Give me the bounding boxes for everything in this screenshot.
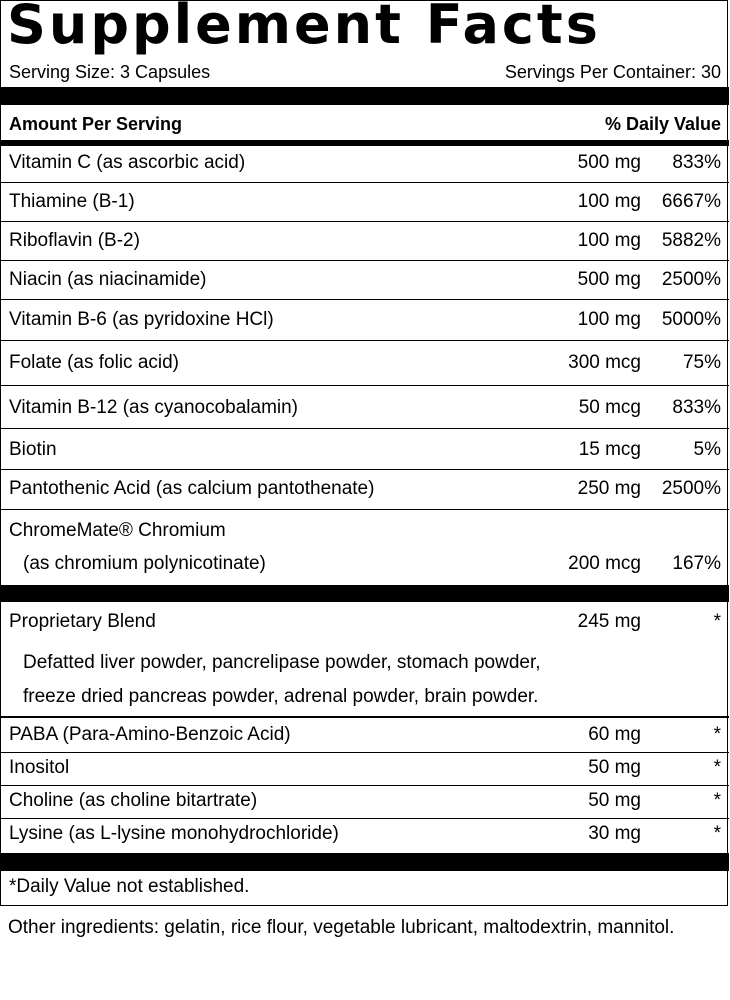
nutrient-amount: 300 mcg — [568, 352, 641, 373]
nutrient-dv: 5882% — [661, 230, 721, 251]
row-divider — [1, 428, 729, 429]
blend-amount: 245 mg — [577, 611, 641, 632]
blend-description — [23, 646, 721, 714]
nutrient-amount: 100 mg — [577, 230, 641, 251]
ingredient-name: Inositol — [9, 757, 70, 778]
row-divider — [1, 299, 729, 300]
ingredient-dv: * — [713, 757, 721, 778]
nutrient-dv: 5% — [693, 439, 721, 460]
row-divider — [1, 469, 729, 470]
ingredient-amount: 60 mg — [588, 724, 641, 745]
nutrient-dv: 167% — [672, 553, 721, 574]
row-divider — [1, 716, 729, 718]
nutrient-dv: 833% — [672, 152, 721, 173]
row-divider — [1, 818, 729, 819]
blend-description-line: freeze dried pancreas powder, adrenal powder, brain powder. — [23, 686, 539, 707]
servings-per-container: Servings Per Container: 30 — [504, 62, 721, 82]
blend-description-line: Defatted liver powder, pancrelipase powder, stomach powder, — [23, 652, 541, 673]
row-divider — [1, 509, 729, 510]
thick-divider — [1, 87, 729, 105]
amount-per-serving-label: Amount Per Serving — [9, 114, 183, 134]
nutrient-name: Vitamin B-12 (as cyanocobalamin) — [9, 397, 299, 418]
thick-divider — [1, 853, 729, 871]
nutrient-name: Riboflavin (B-2) — [9, 230, 140, 251]
nutrient-amount: 500 mg — [577, 269, 641, 290]
blend-name: Proprietary Blend — [9, 611, 156, 632]
nutrient-name: Thiamine (B-1) — [9, 191, 135, 212]
nutrient-amount: 15 mcg — [578, 439, 641, 460]
ingredient-amount: 50 mg — [588, 790, 641, 811]
nutrient-dv: 2500% — [661, 478, 721, 499]
column-header — [9, 109, 721, 139]
nutrient-dv: 75% — [682, 352, 721, 373]
blend-dv: * — [713, 611, 721, 632]
nutrient-dv: 5000% — [661, 309, 721, 330]
nutrient-amount: 200 mcg — [568, 553, 641, 574]
nutrient-name: Niacin (as niacinamide) — [9, 269, 207, 290]
other-ingredients: Other ingredients: gelatin, rice flour, vegetable lubricant, maltodextrin, mannitol. — [8, 917, 675, 938]
ingredient-dv: * — [713, 724, 721, 745]
ingredient-dv: * — [713, 790, 721, 811]
daily-value-footnote: *Daily Value not established. — [9, 876, 250, 897]
ingredient-name: Lysine (as L-lysine monohydrochloride) — [9, 823, 339, 844]
nutrient-amount: 100 mg — [577, 309, 641, 330]
panel-title: Supplement Facts — [7, 0, 601, 56]
row-divider — [1, 785, 729, 786]
nutrient-dv: 833% — [672, 397, 721, 418]
nutrient-amount: 50 mcg — [578, 397, 641, 418]
nutrient-amount: 500 mg — [577, 152, 641, 173]
nutrient-dv: 2500% — [661, 269, 721, 290]
ingredient-name: Choline (as choline bitartrate) — [9, 790, 258, 811]
nutrient-name: Pantothenic Acid (as calcium pantothenate) — [9, 478, 375, 499]
ingredient-amount: 50 mg — [588, 757, 641, 778]
row-divider — [1, 752, 729, 753]
serving-info — [9, 59, 721, 85]
daily-value-label: % Daily Value — [604, 114, 721, 134]
row-divider — [1, 182, 729, 183]
ingredient-dv: * — [713, 823, 721, 844]
nutrient-name: Vitamin B-6 (as pyridoxine HCl) — [9, 309, 274, 330]
ingredient-amount: 30 mg — [588, 823, 641, 844]
nutrient-name: Vitamin C (as ascorbic acid) — [9, 152, 246, 173]
serving-size: Serving Size: 3 Capsules — [9, 62, 211, 82]
ingredient-name: PABA (Para-Amino-Benzoic Acid) — [9, 724, 291, 745]
nutrient-name-detail: (as chromium polynicotinate) — [23, 553, 266, 574]
nutrient-name: Biotin — [9, 439, 57, 460]
nutrient-amount: 250 mg — [577, 478, 641, 499]
nutrient-dv: 6667% — [661, 191, 721, 212]
row-divider — [1, 385, 729, 386]
medium-divider — [1, 140, 729, 146]
row-divider — [1, 221, 729, 222]
row-divider — [1, 260, 729, 261]
nutrient-amount: 100 mg — [577, 191, 641, 212]
nutrient-name: ChromeMate® Chromium — [9, 520, 226, 541]
row-divider — [1, 340, 729, 341]
thick-divider — [1, 585, 729, 602]
nutrient-name: Folate (as folic acid) — [9, 352, 180, 373]
